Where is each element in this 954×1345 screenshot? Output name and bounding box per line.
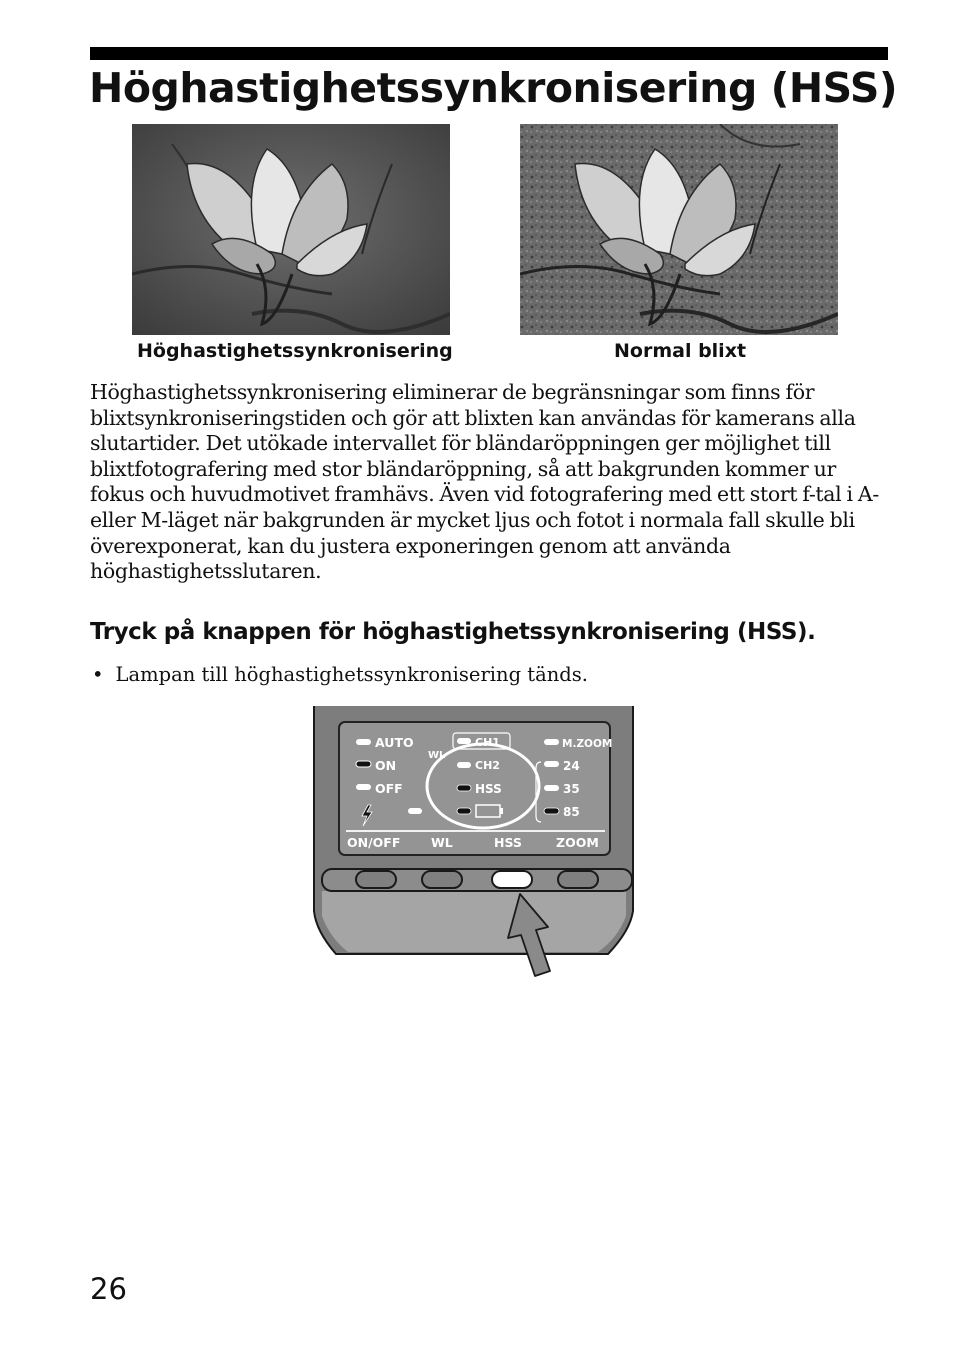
- lamp-on-indicator: [356, 761, 371, 767]
- lamp-on-label: ON: [375, 758, 397, 773]
- lamp-ch1-indicator: [457, 738, 471, 744]
- bullet-text: Lampan till höghastighetssynkronisering tänds.: [115, 663, 588, 686]
- button-label-wl: WL: [431, 835, 453, 850]
- photo-caption-hss: Höghastighetssynkronisering: [137, 340, 453, 362]
- button-label-onoff: ON/OFF: [347, 835, 401, 850]
- lamp-ch2-indicator: [457, 762, 471, 768]
- lamp-ch2-label: CH2: [475, 759, 500, 772]
- page-number: 26: [90, 1272, 127, 1306]
- lamp-off-label: OFF: [375, 781, 403, 796]
- lamp-85-indicator: [544, 808, 559, 814]
- magnolia-photo-normal: [520, 124, 838, 335]
- lamp-off-indicator: [356, 784, 371, 790]
- bullet-dot-icon: •: [92, 663, 104, 686]
- hss-button[interactable]: [492, 871, 532, 888]
- zoom-button[interactable]: [558, 871, 598, 888]
- button-label-hss: HSS: [494, 835, 522, 850]
- bullet-item: [92, 663, 588, 686]
- lamp-auto-indicator: [356, 739, 371, 745]
- instruction-heading: Tryck på knappen för höghastighetssynkronisering (HSS).: [90, 619, 816, 645]
- flash-control-panel: [308, 706, 638, 978]
- lamp-wl-indicator: [408, 808, 422, 814]
- lamp-mzoom-indicator: [544, 739, 559, 745]
- body-paragraph: Höghastighetssynkronisering eliminerar de begränsningar som finns för blixtsynkroniseringstiden och gör att blixten kan användas för kamerans alla slutartider. Det utökade intervallet för bländaröppningen ger möjlighet till blixtfotografering med stor bländaröppning, så att bakgrunden kommer ur fokus och huvudmotivet framhävs. Även vid fotografering med ett stort f-tal i A- eller M-läget när bakgrunden är mycket ljus och fotot i normala fall skulle bli överexponerat, kan du justera exponeringen genom att använda höghastighetsslutaren.: [90, 380, 879, 584]
- lamp-ratio-indicator: [457, 808, 471, 814]
- lamp-24-indicator: [544, 761, 559, 767]
- lamp-wl-label: WL: [428, 750, 446, 761]
- magnolia-photo-hss: [132, 124, 450, 335]
- lamp-85-label: 85: [563, 805, 580, 819]
- lamp-ch1-label: CH1: [475, 736, 500, 749]
- onoff-button[interactable]: [356, 871, 396, 888]
- button-label-zoom: ZOOM: [556, 835, 599, 850]
- lamp-hss-label: HSS: [475, 782, 502, 796]
- lamp-24-label: 24: [563, 759, 580, 773]
- lamp-35-label: 35: [563, 782, 580, 796]
- page-title: Höghastighetssynkronisering (HSS): [89, 64, 898, 112]
- lamp-auto-label: AUTO: [375, 735, 414, 750]
- lamp-35-indicator: [544, 785, 559, 791]
- photo-caption-normal: Normal blixt: [614, 340, 747, 362]
- wl-button[interactable]: [422, 871, 462, 888]
- title-rule: [90, 47, 888, 60]
- lamp-hss-indicator: [457, 785, 471, 791]
- lamp-mzoom-label: M.ZOOM: [562, 738, 613, 750]
